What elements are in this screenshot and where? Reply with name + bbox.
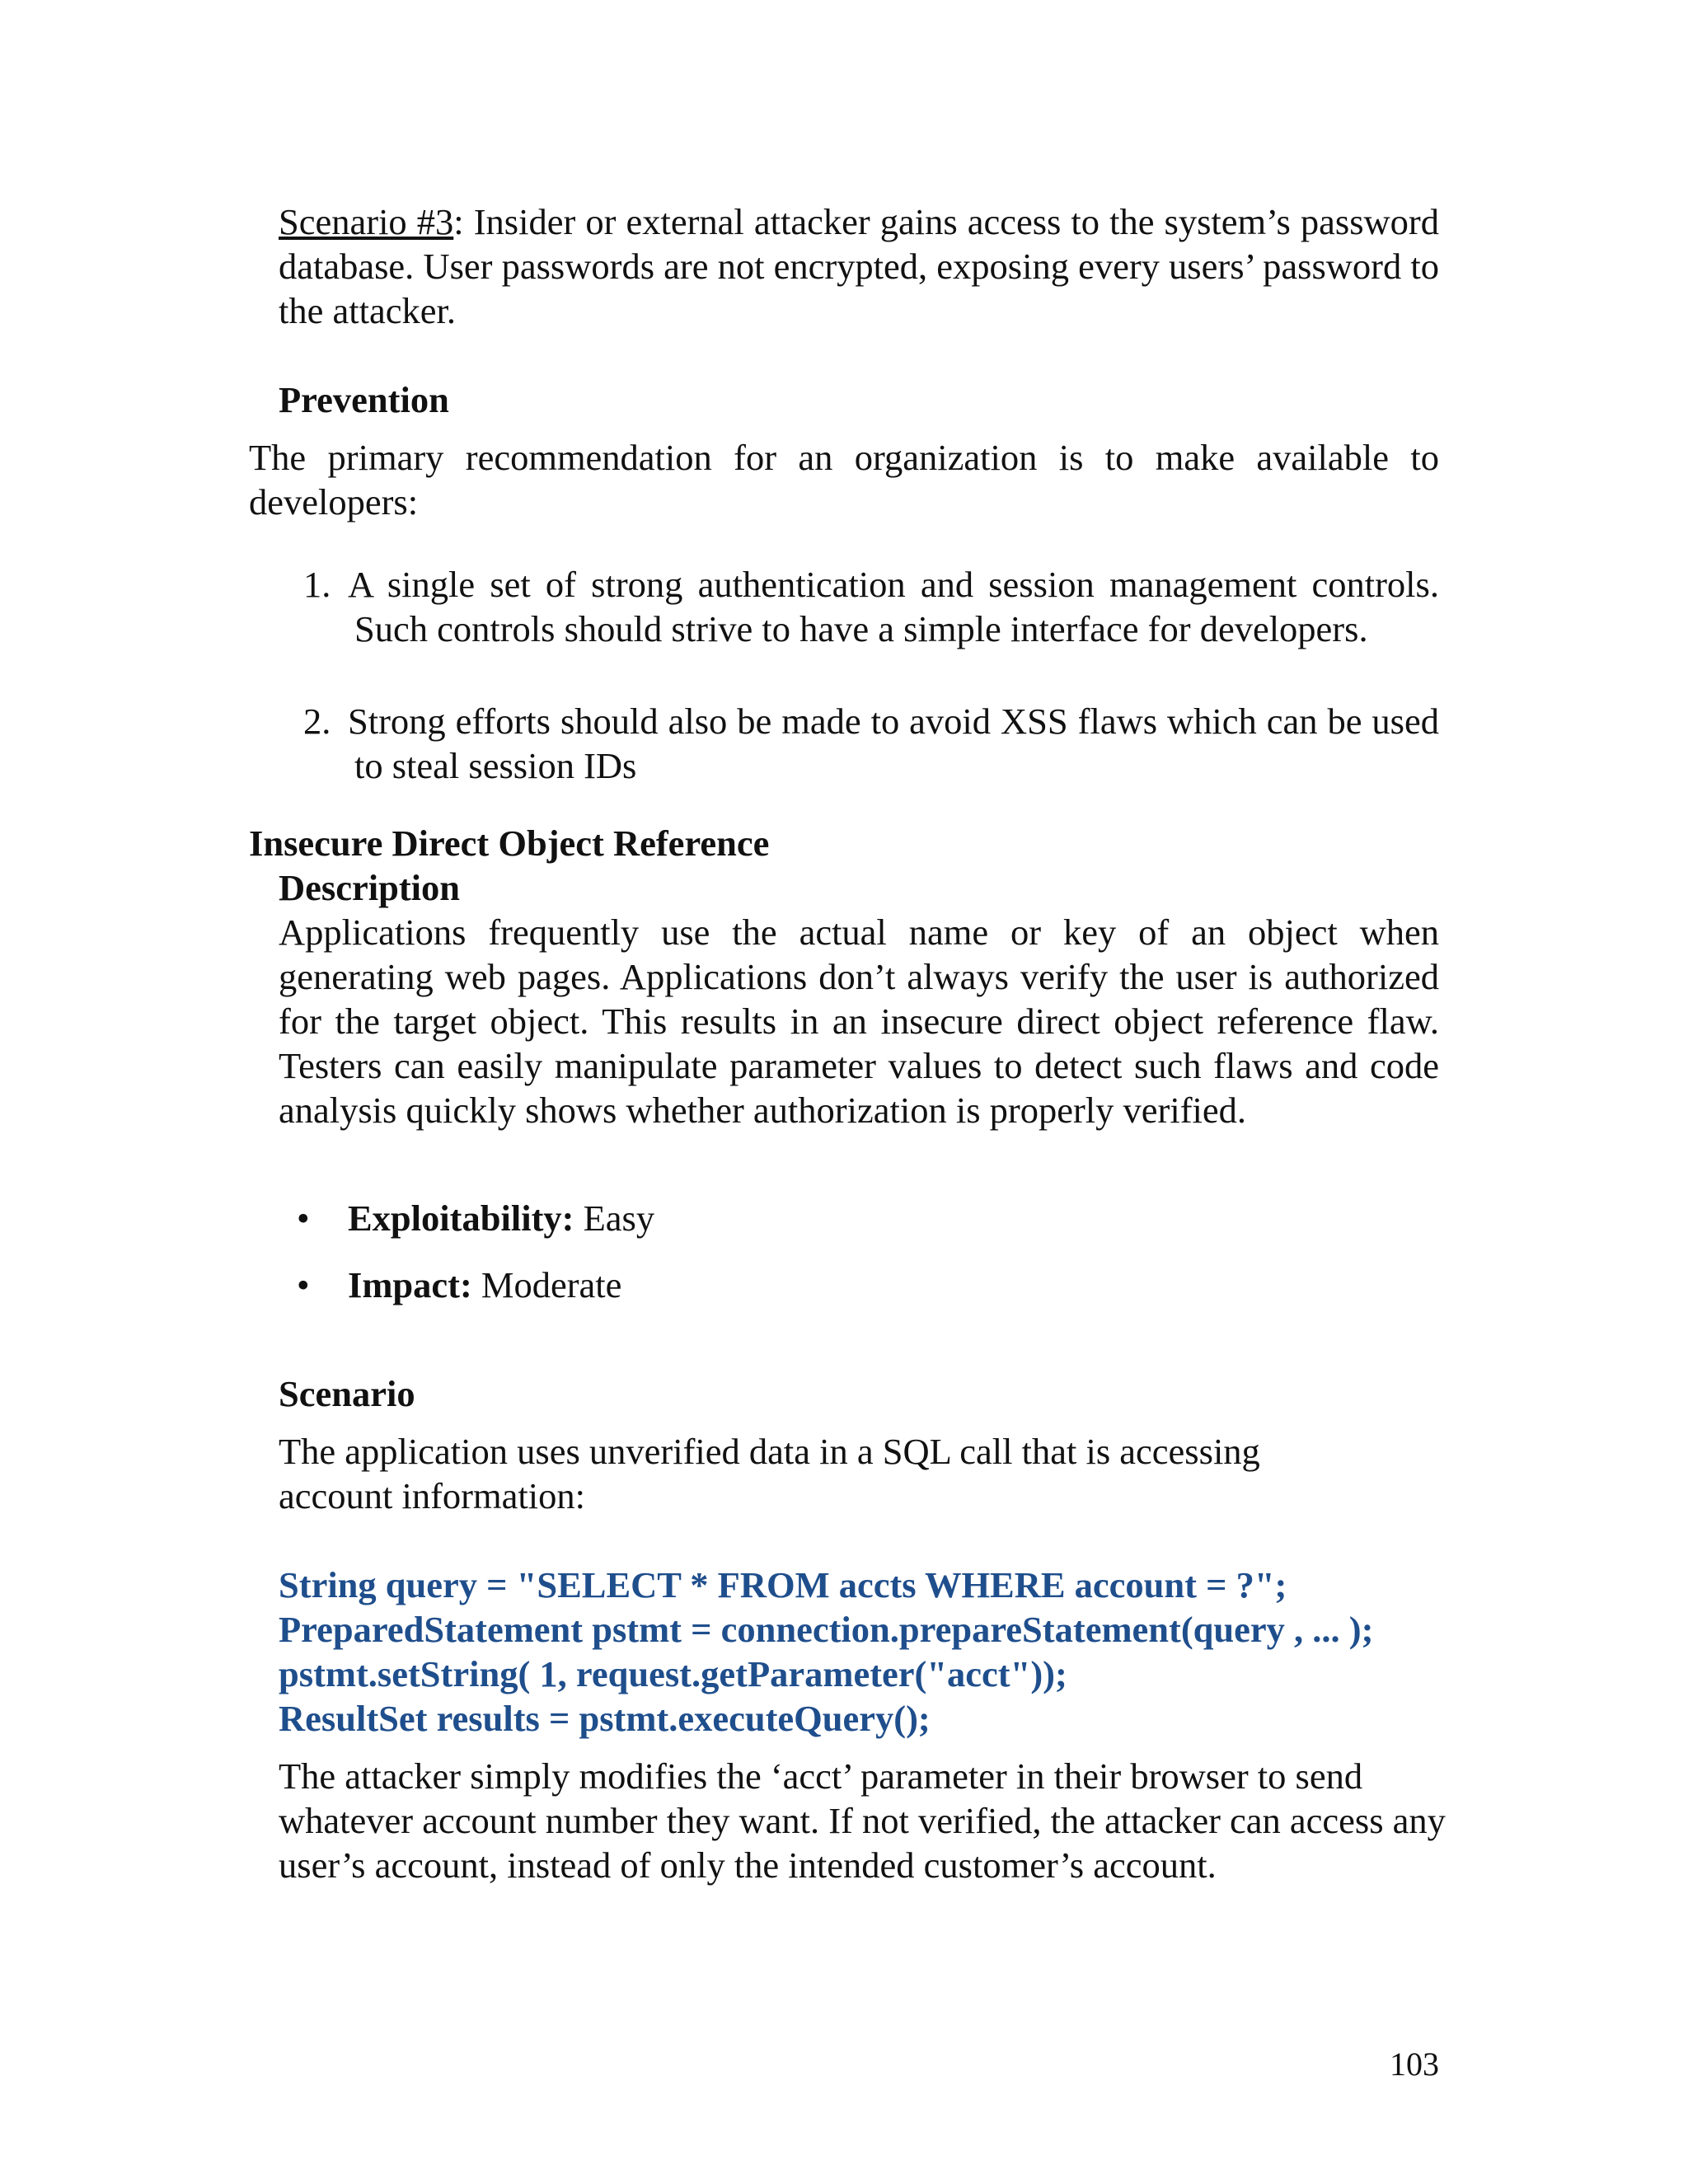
impact-value: Moderate <box>481 1264 622 1305</box>
code-line-4: ResultSet results = pstmt.executeQuery(); <box>279 1698 931 1739</box>
scenario3-label: Scenario #3 <box>279 201 454 242</box>
description-heading: Description <box>279 867 461 908</box>
prevention-heading: Prevention <box>279 379 449 420</box>
code-line-1: String query = "SELECT * FROM accts WHERE account = ?"; <box>279 1564 1287 1605</box>
scenario-heading: Scenario <box>279 1373 415 1414</box>
code-line-2: PreparedStatement pstmt = connection.prepareStatement(query , ... ); <box>279 1609 1374 1650</box>
description-paragraph: Applications frequently use the actual name or key of an object when generating web pages. Applications don’t always verify the user is authorized for the target object. This results in an insecure direct object reference flaw. Testers can easily manipulate parameter values to detect such flaws and code analysis quickly shows whether authorization is properly verified. <box>279 912 1439 1131</box>
scenario-intro: The application uses unverified data in a SQL call that is accessing account information: <box>279 1431 1260 1516</box>
page-number: 103 <box>1390 2046 1439 2083</box>
bullet-exploitability <box>348 1196 654 1240</box>
impact-label: Impact: <box>348 1264 472 1305</box>
bullet-exploitability-symbol: • <box>297 1197 310 1239</box>
bullet-impact <box>348 1263 621 1307</box>
scenario3-text: : Insider or external attacker gains access to the system’s password database. User passwords are not encrypted, exposing every users’ password to the attacker. <box>279 201 1440 331</box>
prevention-item-1-number: 1. <box>303 564 331 605</box>
idor-title: Insecure Direct Object Reference <box>249 823 770 864</box>
prevention-item-2-text: Strong efforts should also be made to avoid XSS flaws which can be used to steal session IDs <box>348 701 1439 786</box>
scenario-outro: The attacker simply modifies the ‘acct’ parameter in their browser to send whatever account number they want. If not verified, the attacker can access any user’s account, instead of only the intended customer’s account. <box>279 1755 1446 1886</box>
prevention-intro: The primary recommendation for an organization is to make available to developers: <box>249 437 1439 523</box>
exploitability-value: Easy <box>583 1197 655 1239</box>
scenario3-paragraph <box>279 199 1439 333</box>
exploitability-label: Exploitability: <box>348 1197 574 1239</box>
prevention-item-2-number: 2. <box>303 701 331 742</box>
bullet-impact-symbol: • <box>297 1264 310 1305</box>
prevention-item-1-text: A single set of strong authentication and session management controls. Such controls should strive to have a simple interface for developers. <box>348 564 1439 649</box>
code-line-3: pstmt.setString( 1, request.getParameter("acct")); <box>279 1653 1067 1694</box>
